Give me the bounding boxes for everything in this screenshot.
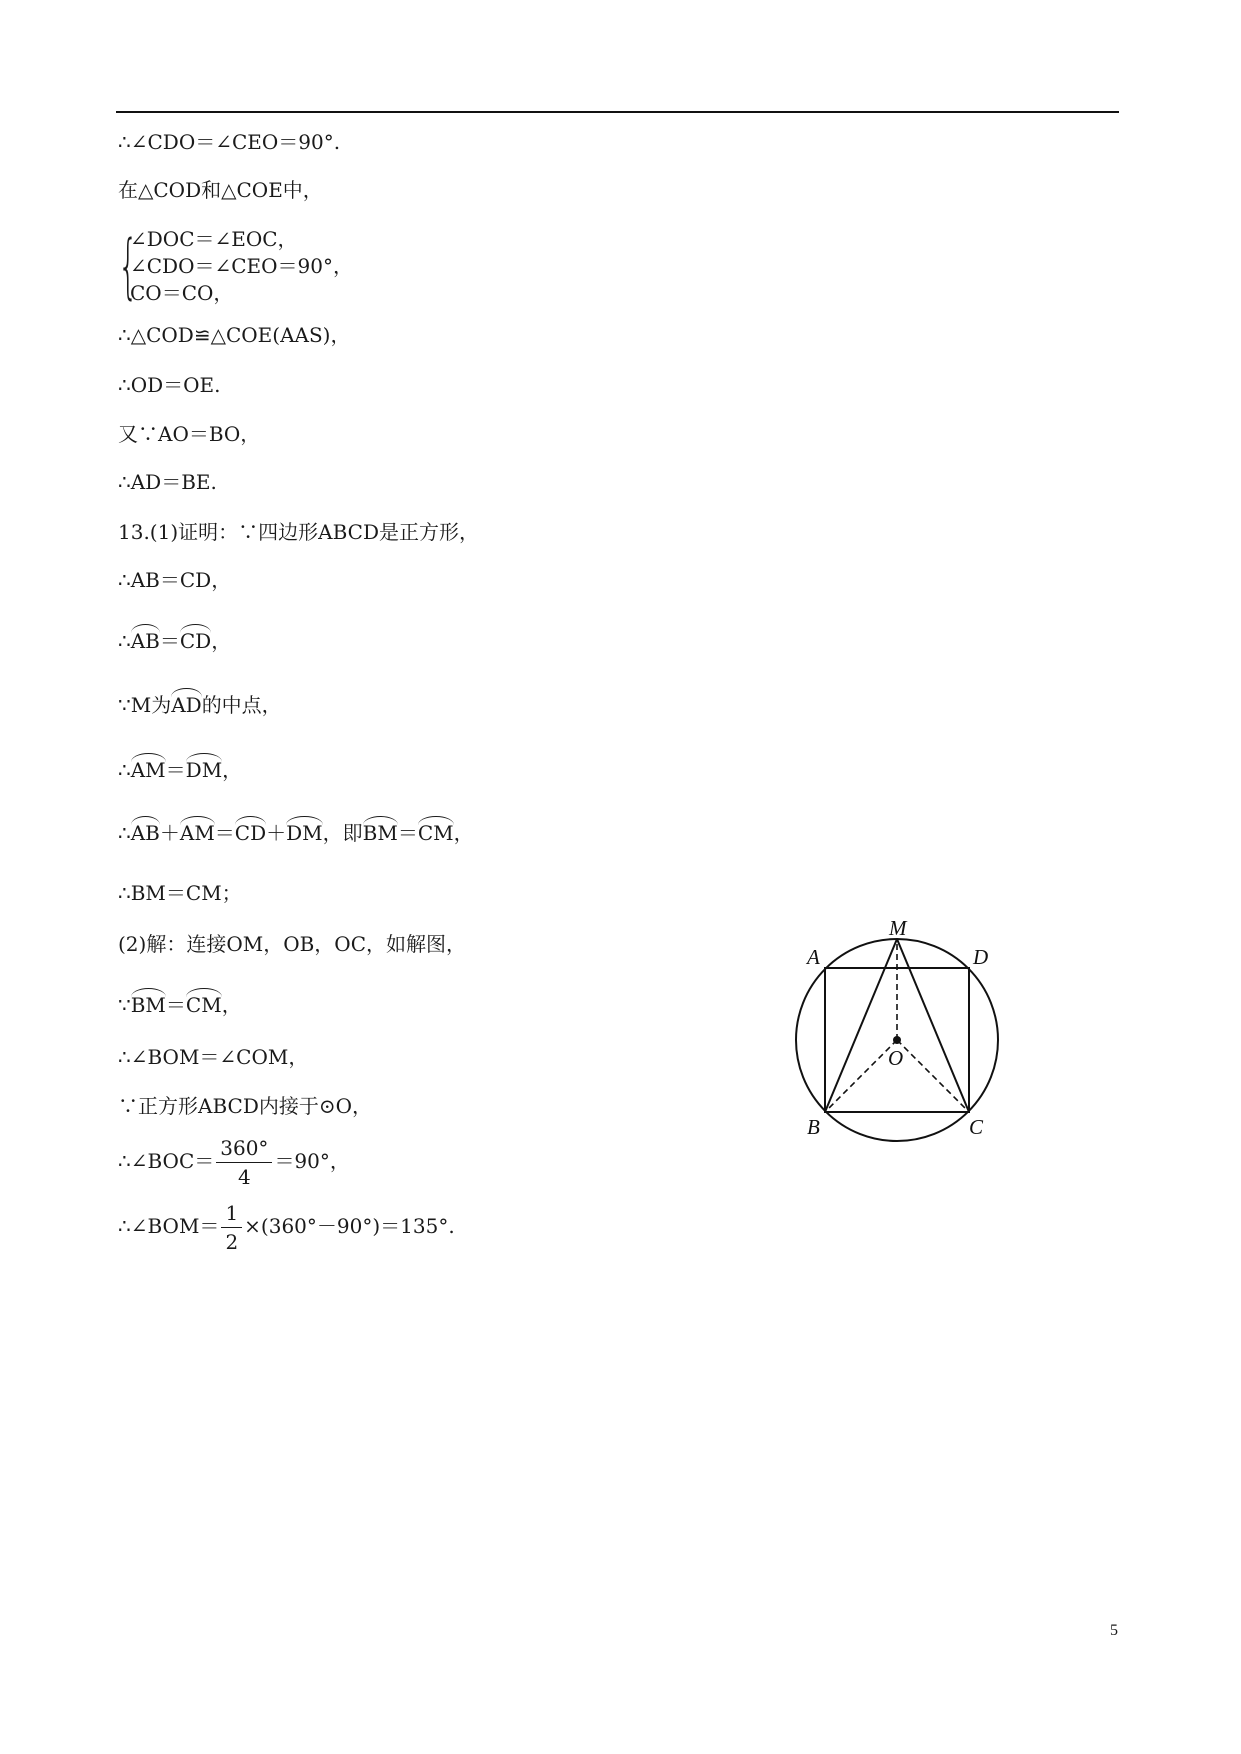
- text-line-17: ∵正方形ABCD内接于⊙O，: [118, 1094, 373, 1118]
- system-line-1: ∠DOC＝∠EOC，: [130, 227, 298, 251]
- text-line-9: ∴AB＝CD，: [118, 626, 231, 653]
- system-line-2: ∠CDO＝∠CEO＝90°，: [130, 254, 353, 278]
- equation-system: [118, 226, 353, 307]
- text-line-6: ∴AD＝BE.: [118, 470, 217, 494]
- label-m: M: [889, 916, 907, 940]
- text-line-18: ∴∠BOC＝ $\frac{360^\circ}{4}$ ＝90°，: [118, 1136, 350, 1189]
- fraction-one-half: $\frac{1}{2}$: [221, 1201, 242, 1254]
- system-line-3: CO＝CO，: [130, 281, 234, 305]
- text-line-14: (2)解：连接OM，OB，OC，如解图，: [118, 932, 466, 956]
- text-line-7: 13.(1)证明：∵四边形ABCD是正方形，: [118, 520, 479, 544]
- label-c: C: [969, 1115, 984, 1139]
- segment-mc: [897, 939, 969, 1112]
- text-line-8: ∴AB＝CD，: [118, 568, 232, 592]
- arc-cd: CD: [180, 626, 211, 653]
- arc-dm: DM: [186, 755, 223, 782]
- text-line-3: ∴△COD≌△COE(AAS)，: [118, 323, 351, 347]
- text-line-13: ∴BM＝CM；: [118, 881, 242, 905]
- text-line-19: ∴∠BOM＝ $\frac{1}{2}$ ×(360°－90°)＝135°.: [118, 1201, 455, 1254]
- text-line-15: ∵BM＝CM，: [118, 990, 242, 1017]
- label-o: O: [888, 1046, 904, 1070]
- label-a: A: [807, 945, 820, 969]
- text-line-5: 又∵AO＝BO，: [118, 422, 261, 446]
- text-line-1: ∴∠CDO＝∠CEO＝90°.: [118, 130, 341, 154]
- center-point-o: [893, 1036, 901, 1044]
- header-rule: [116, 111, 1119, 113]
- text-line-16: ∴∠BOM＝∠COM，: [118, 1045, 309, 1069]
- label-b: B: [807, 1115, 820, 1139]
- text-line-12: ∴AB＋AM＝CD＋DM，即BM＝CM，: [118, 818, 474, 845]
- arc-ab: AB: [131, 626, 160, 653]
- segment-ob: [825, 1040, 897, 1112]
- left-brace: {: [118, 225, 139, 307]
- text-line-2: 在△COD和△COE中，: [118, 178, 323, 202]
- label-d: D: [973, 945, 989, 969]
- arc-ad: AD: [171, 690, 201, 717]
- page-number: 5: [1110, 1622, 1118, 1639]
- segment-oc: [897, 1040, 969, 1112]
- arc-am: AM: [131, 755, 166, 782]
- segment-mb: [825, 939, 897, 1112]
- geometry-figure: [795, 913, 1025, 1150]
- text-line-4: ∴OD＝OE.: [118, 373, 221, 397]
- fraction-360-over-4: $\frac{360^\circ}{4}$: [216, 1136, 272, 1189]
- text-line-11: ∴AM＝DM，: [118, 755, 242, 782]
- text-line-10: ∵M为AD的中点，: [118, 690, 282, 717]
